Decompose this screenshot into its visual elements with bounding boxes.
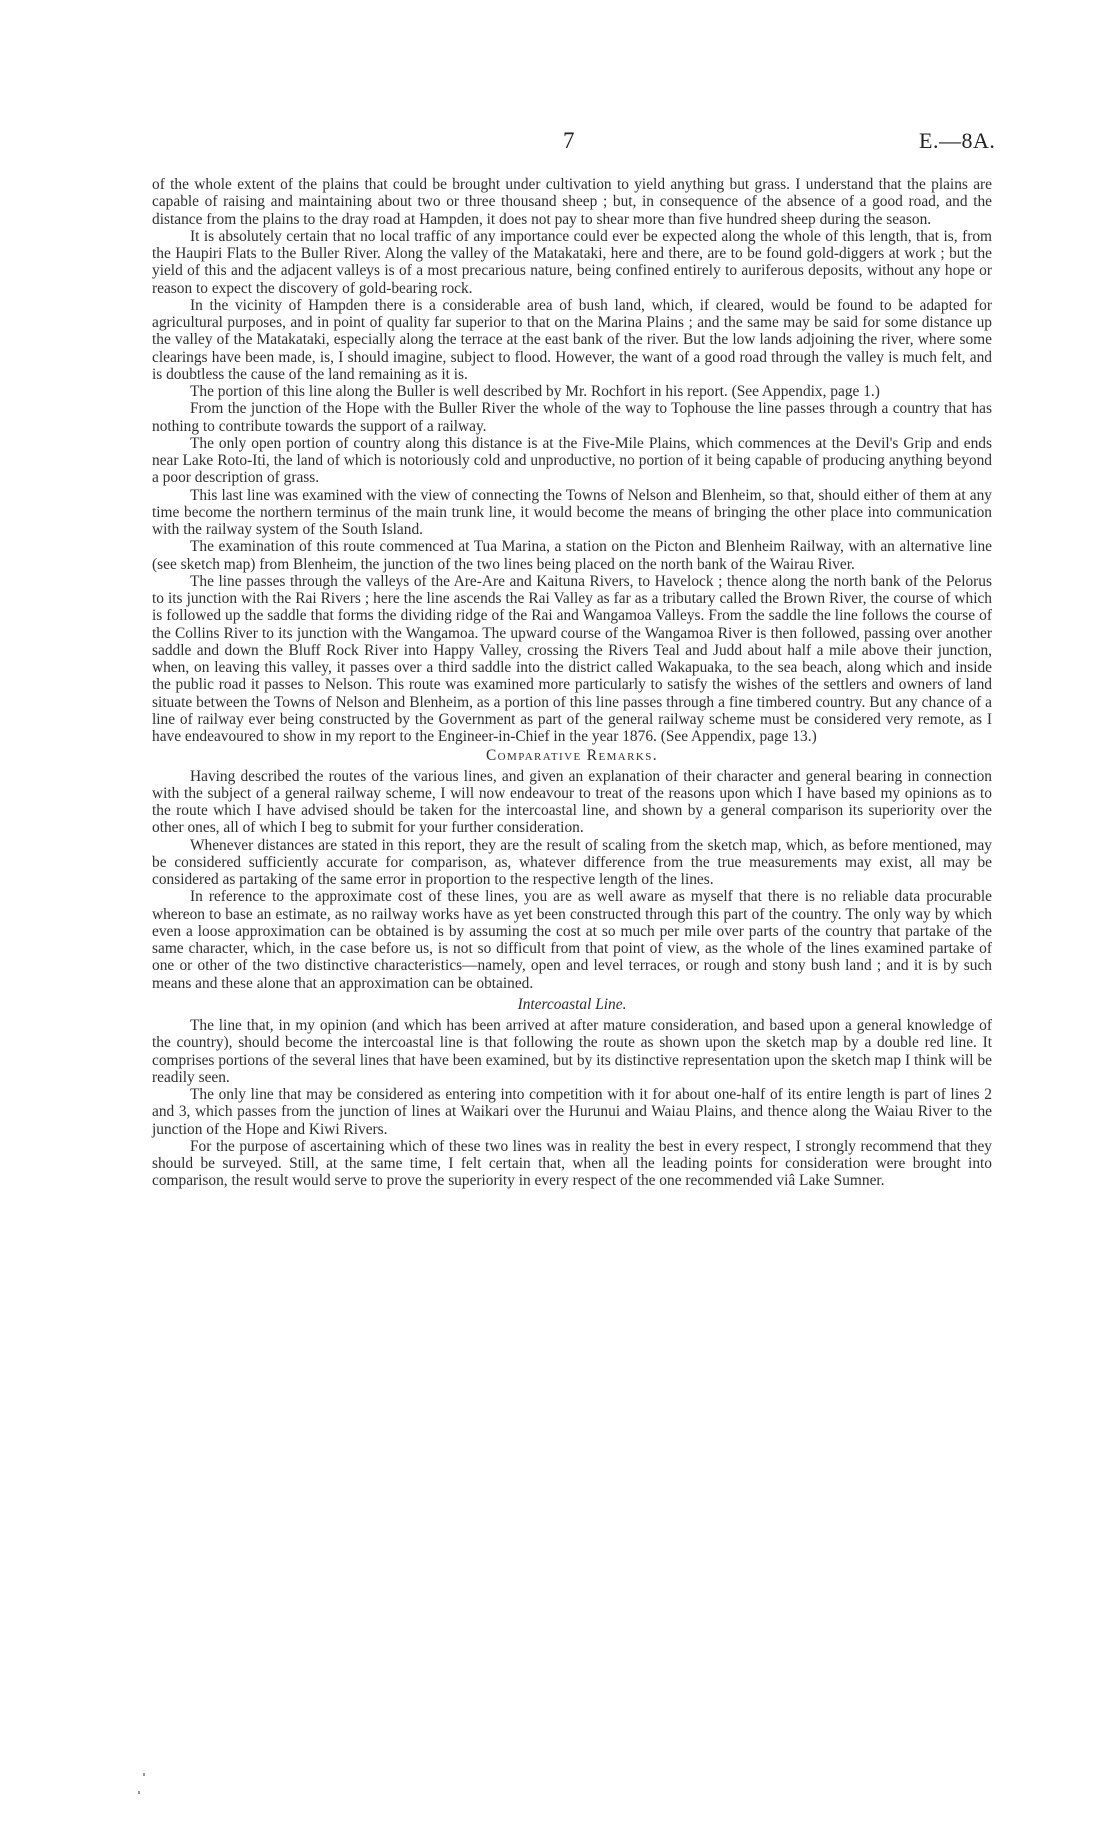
paragraph: This last line was examined with the view of connecting the Towns of Nelson and Blenheim, so that, should either of them at any time become the northern terminus of the main trunk line, it would become the means of bringing the other place into communication with the railway system of the South Island. xyxy=(152,486,992,538)
body-text xyxy=(152,176,992,1190)
paragraph: For the purpose of ascertaining which of these two lines was in reality the best in every respect, I strongly recommend that they should be surveyed. Still, at the same time, I felt certain that, when all the leading points for consideration were brought into comparison, the result would serve to prove the superiority in every respect of the one recommended viâ Lake Sumner. xyxy=(152,1137,992,1190)
paragraph: The portion of this line along the Buller is well described by Mr. Rochfort in his report. (See Appendix, page 1.) xyxy=(190,383,880,400)
paragraph: It is absolutely certain that no local traffic of any importance could ever be expected along the whole of this length, that is, from the Haupiri Flats to the Buller River. Along the valley of the Matakataki, here and there, are to be found gold-diggers at work ; but the yield of this and the adjacent valleys is of a most precarious nature, being confined entirely to auriferous deposits, without any hope or reason to expect the discovery of gold-bearing rock. xyxy=(152,227,992,297)
paragraph: Having described the routes of the various lines, and given an explanation of their character and general bearing in connection with the subject of a general railway scheme, I will now endeavour to treat of the reasons upon which I have based my opinions as to the route which I have advised should be taken for the intercoastal line, and shown by a general comparison its superiority over the other ones, all of which I beg to submit for your further consideration. xyxy=(152,767,992,837)
margin-mark xyxy=(143,1773,145,1776)
page-number: 7 xyxy=(563,128,575,153)
paragraph: The line passes through the valleys of the Are-Are and Kaituna Rivers, to Havelock ; thence along the north bank of the Pelorus to its junction with the Rai Rivers ; here the line ascends the Rai Valley as far as a tributary called the Brown River, the course of which is followed up the saddle that forms the dividing ridge of the Rai and Wangamoa Valleys. From the saddle the line follows the course of the Collins River to its junction with the Wangamoa. The upward course of the Wangamoa River is then followed, passing over another saddle and down the Bluff Rock River into Happy Valley, crossing the Rivers Teal and Judd about half a mile above their junction, when, on leaving this valley, it passes over a third saddle into the district called Wakapuaka, to the sea beach, along which and inside the public road it passes to Nelson. This route was examined more particularly to satisfy the wishes of the settlers and owners of land situate between the Towns of Nelson and Blenheim, as a portion of this line passes through a fine timbered country. But any chance of a line of railway ever being constructed by the Government as part of the general railway scheme must be considered very remote, as I have endeavoured to show in my report to the Engineer-in-Chief in the year 1876. (See Appendix, page 13.) xyxy=(152,572,992,745)
paragraph: From the junction of the Hope with the Buller River the whole of the way to Tophouse the line passes through a country that has nothing to contribute towards the support of a railway. xyxy=(152,400,992,435)
paragraph: Whenever distances are stated in this report, they are the result of scaling from the sketch map, which, as before mentioned, may be considered sufficiently accurate for comparison, as, whatever difference from the true measurements may exist, all may be considered as partaking of the same error in proportion to the respective length of the lines. xyxy=(152,836,992,888)
paragraph: The only open portion of country along this distance is at the Five-Mile Plains, which commences at the Devil's Grip and ends near Lake Roto-Iti, the land of which is notoriously cold and unproductive, no portion of it being capable of producing anything beyond a poor description of grass. xyxy=(152,434,992,487)
section-heading-intercoastal-line: Intercoastal Line. xyxy=(517,995,627,1013)
paragraph: The examination of this route commenced at Tua Marina, a station on the Picton and Blenheim Railway, with an alternative line (see sketch map) from Blenheim, the junction of the two lines being placed on the north bank of the Wairau River. xyxy=(152,538,992,573)
paragraph: of the whole extent of the plains that could be brought under cultivation to yield anything but grass. I understand that the plains are capable of raising and maintaining about two or three thousand sheep ; but, in consequence of the absence of a good road, and the distance from the plains to the dray road at Hampden, it does not pay to shear more than five hundred sheep during the season. xyxy=(152,176,992,228)
paragraph: In reference to the approximate cost of these lines, you are as well aware as myself that there is no reliable data procurable whereon to base an estimate, as no railway works have as yet been constructed through this part of the country. The only way by which even a loose approximation can be obtained is by assuming the cost at so much per mile over parts of the country that partake of the same character, which, in the case before us, is not so difficult from that point of view, as the whole of the lines examined partake of one or other of the two distinctive characteristics—namely, open and level terraces, or rough and stony bush land ; and it is by such means and these alone that an approximation can be obtained. xyxy=(152,888,992,992)
section-heading-comparative-remarks: Comparative Remarks. xyxy=(486,747,658,765)
document-reference: E.—8A. xyxy=(919,128,996,153)
margin-mark xyxy=(138,1791,140,1794)
paragraph: The only line that may be considered as entering into competition with it for about one-half of its entire length is part of lines 2 and 3, which passes from the junction of lines at Waikari over the Hurunui and Waiau Plains, and thence along the Waiau River to the junction of the Hope and Kiwi Rivers. xyxy=(152,1086,992,1138)
paragraph: In the vicinity of Hampden there is a considerable area of bush land, which, if cleared, would be found to be adapted for agricultural purposes, and in point of quality far superior to that on the Marina Plains ; and the same may be said for some distance up the valley of the Matakataki, especially along the terrace at the east bank of the river. But the low lands adjoining the river, where some clearings have been made, is, I should imagine, subject to flood. However, the want of a good road through the valley is much felt, and is doubtless the cause of the land remaining as it is. xyxy=(152,296,992,383)
paragraph: The line that, in my opinion (and which has been arrived at after mature consideration, and based upon a general knowledge of the country), should become the intercoastal line is that following the route as shown upon the sketch map by a double red line. It comprises portions of the several lines that have been examined, but by its distinctive representation upon the sketch map I think will be readily seen. xyxy=(152,1017,992,1086)
